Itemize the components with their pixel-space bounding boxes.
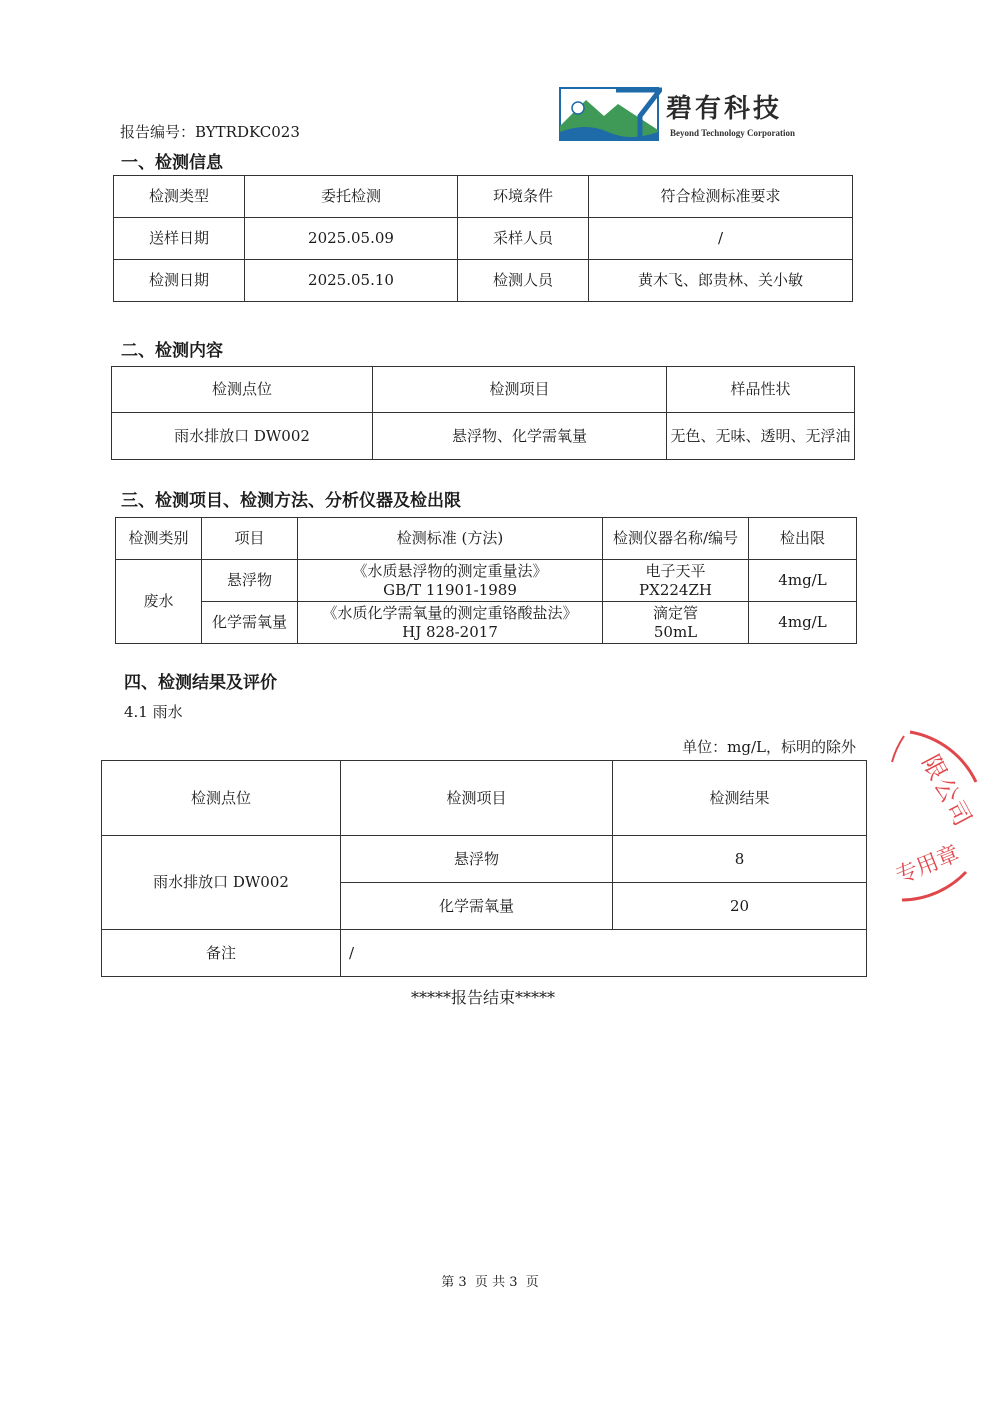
section2-title: 二、检测内容: [121, 341, 223, 361]
content-cell: 雨水排放口 DW002: [112, 413, 373, 460]
method-item: 化学需氧量: [202, 602, 298, 644]
logo-cn-text: 碧有科技: [666, 94, 783, 124]
method-instrument-line: PX224ZH: [639, 580, 712, 599]
method-standard-line: GB/T 11901-1989: [383, 580, 517, 599]
company-logo: [556, 86, 826, 146]
method-instrument-line: 50mL: [653, 622, 698, 641]
remark-label: 备注: [102, 930, 341, 977]
content-header: 检测项目: [373, 367, 667, 413]
method-standard-line: 《水质悬浮物的测定重量法》: [352, 561, 548, 580]
info-cell: 2025.05.10: [245, 260, 458, 302]
method-item: 悬浮物: [202, 560, 298, 602]
result-value: 8: [613, 836, 867, 883]
seal-text-upper: 限公司: [916, 750, 978, 833]
report-end: *****报告结束*****: [410, 988, 555, 1007]
company-seal: [880, 722, 990, 912]
method-header: 项目: [202, 518, 298, 560]
seal-text-lower: 专用章: [892, 841, 964, 890]
info-cell: 采样人员: [458, 218, 589, 260]
content-header: 检测点位: [112, 367, 373, 413]
section1-title: 一、检测信息: [121, 153, 223, 173]
method-standard-line: HJ 828-2017: [402, 622, 498, 641]
result-header: 检测结果: [613, 761, 867, 836]
result-table: [101, 760, 867, 977]
result-header: 检测点位: [102, 761, 341, 836]
method-header: 检测仪器名称/编号: [603, 518, 749, 560]
content-cell: 无色、无味、透明、无浮油: [667, 413, 855, 460]
method-standard-line: 《水质化学需氧量的测定重铬酸盐法》: [322, 603, 578, 622]
info-table: [113, 175, 853, 302]
info-cell: 2025.05.09: [245, 218, 458, 260]
method-instrument: [603, 560, 749, 602]
method-instrument: [603, 602, 749, 644]
result-item: 化学需氧量: [341, 883, 613, 930]
info-cell: 委托检测: [245, 176, 458, 218]
page-number: 第 3 页 共 3 页: [441, 1275, 539, 1290]
section3-title: 三、检测项目、检测方法、分析仪器及检出限: [121, 491, 461, 511]
result-header: 检测项目: [341, 761, 613, 836]
content-header: 样品性状: [667, 367, 855, 413]
method-category: 废水: [116, 560, 202, 644]
method-table: [115, 517, 857, 644]
method-instrument-line: 电子天平: [645, 561, 706, 580]
method-standard: [298, 602, 603, 644]
info-cell: 送样日期: [114, 218, 245, 260]
method-header: 检测类别: [116, 518, 202, 560]
info-cell: /: [589, 218, 853, 260]
method-limit: 4mg/L: [749, 602, 857, 644]
remark-value: /: [341, 930, 867, 977]
section4-subtitle: 4.1 雨水: [124, 703, 183, 721]
logo-mark-icon: [556, 86, 662, 142]
logo-en-text: Beyond Technology Corporation: [670, 128, 796, 138]
info-cell: 检测人员: [458, 260, 589, 302]
result-point: 雨水排放口 DW002: [102, 836, 341, 930]
info-cell: 检测类型: [114, 176, 245, 218]
method-header: 检测标准 (方法): [298, 518, 603, 560]
method-standard: [298, 560, 603, 602]
unit-note: 单位：mg/L，标明的除外: [682, 738, 856, 756]
method-limit: 4mg/L: [749, 560, 857, 602]
info-cell: 检测日期: [114, 260, 245, 302]
info-cell: 符合检测标准要求: [589, 176, 853, 218]
section4-title: 四、检测结果及评价: [124, 673, 277, 693]
info-cell: 环境条件: [458, 176, 589, 218]
method-instrument-line: 滴定管: [652, 603, 698, 622]
result-item: 悬浮物: [341, 836, 613, 883]
info-cell: 黄木飞、郎贵林、关小敏: [589, 260, 853, 302]
content-cell: 悬浮物、化学需氧量: [373, 413, 667, 460]
result-value: 20: [613, 883, 867, 930]
report-number: 报告编号：BYTRDKC023: [120, 123, 300, 141]
content-table: [111, 366, 855, 460]
method-header: 检出限: [749, 518, 857, 560]
